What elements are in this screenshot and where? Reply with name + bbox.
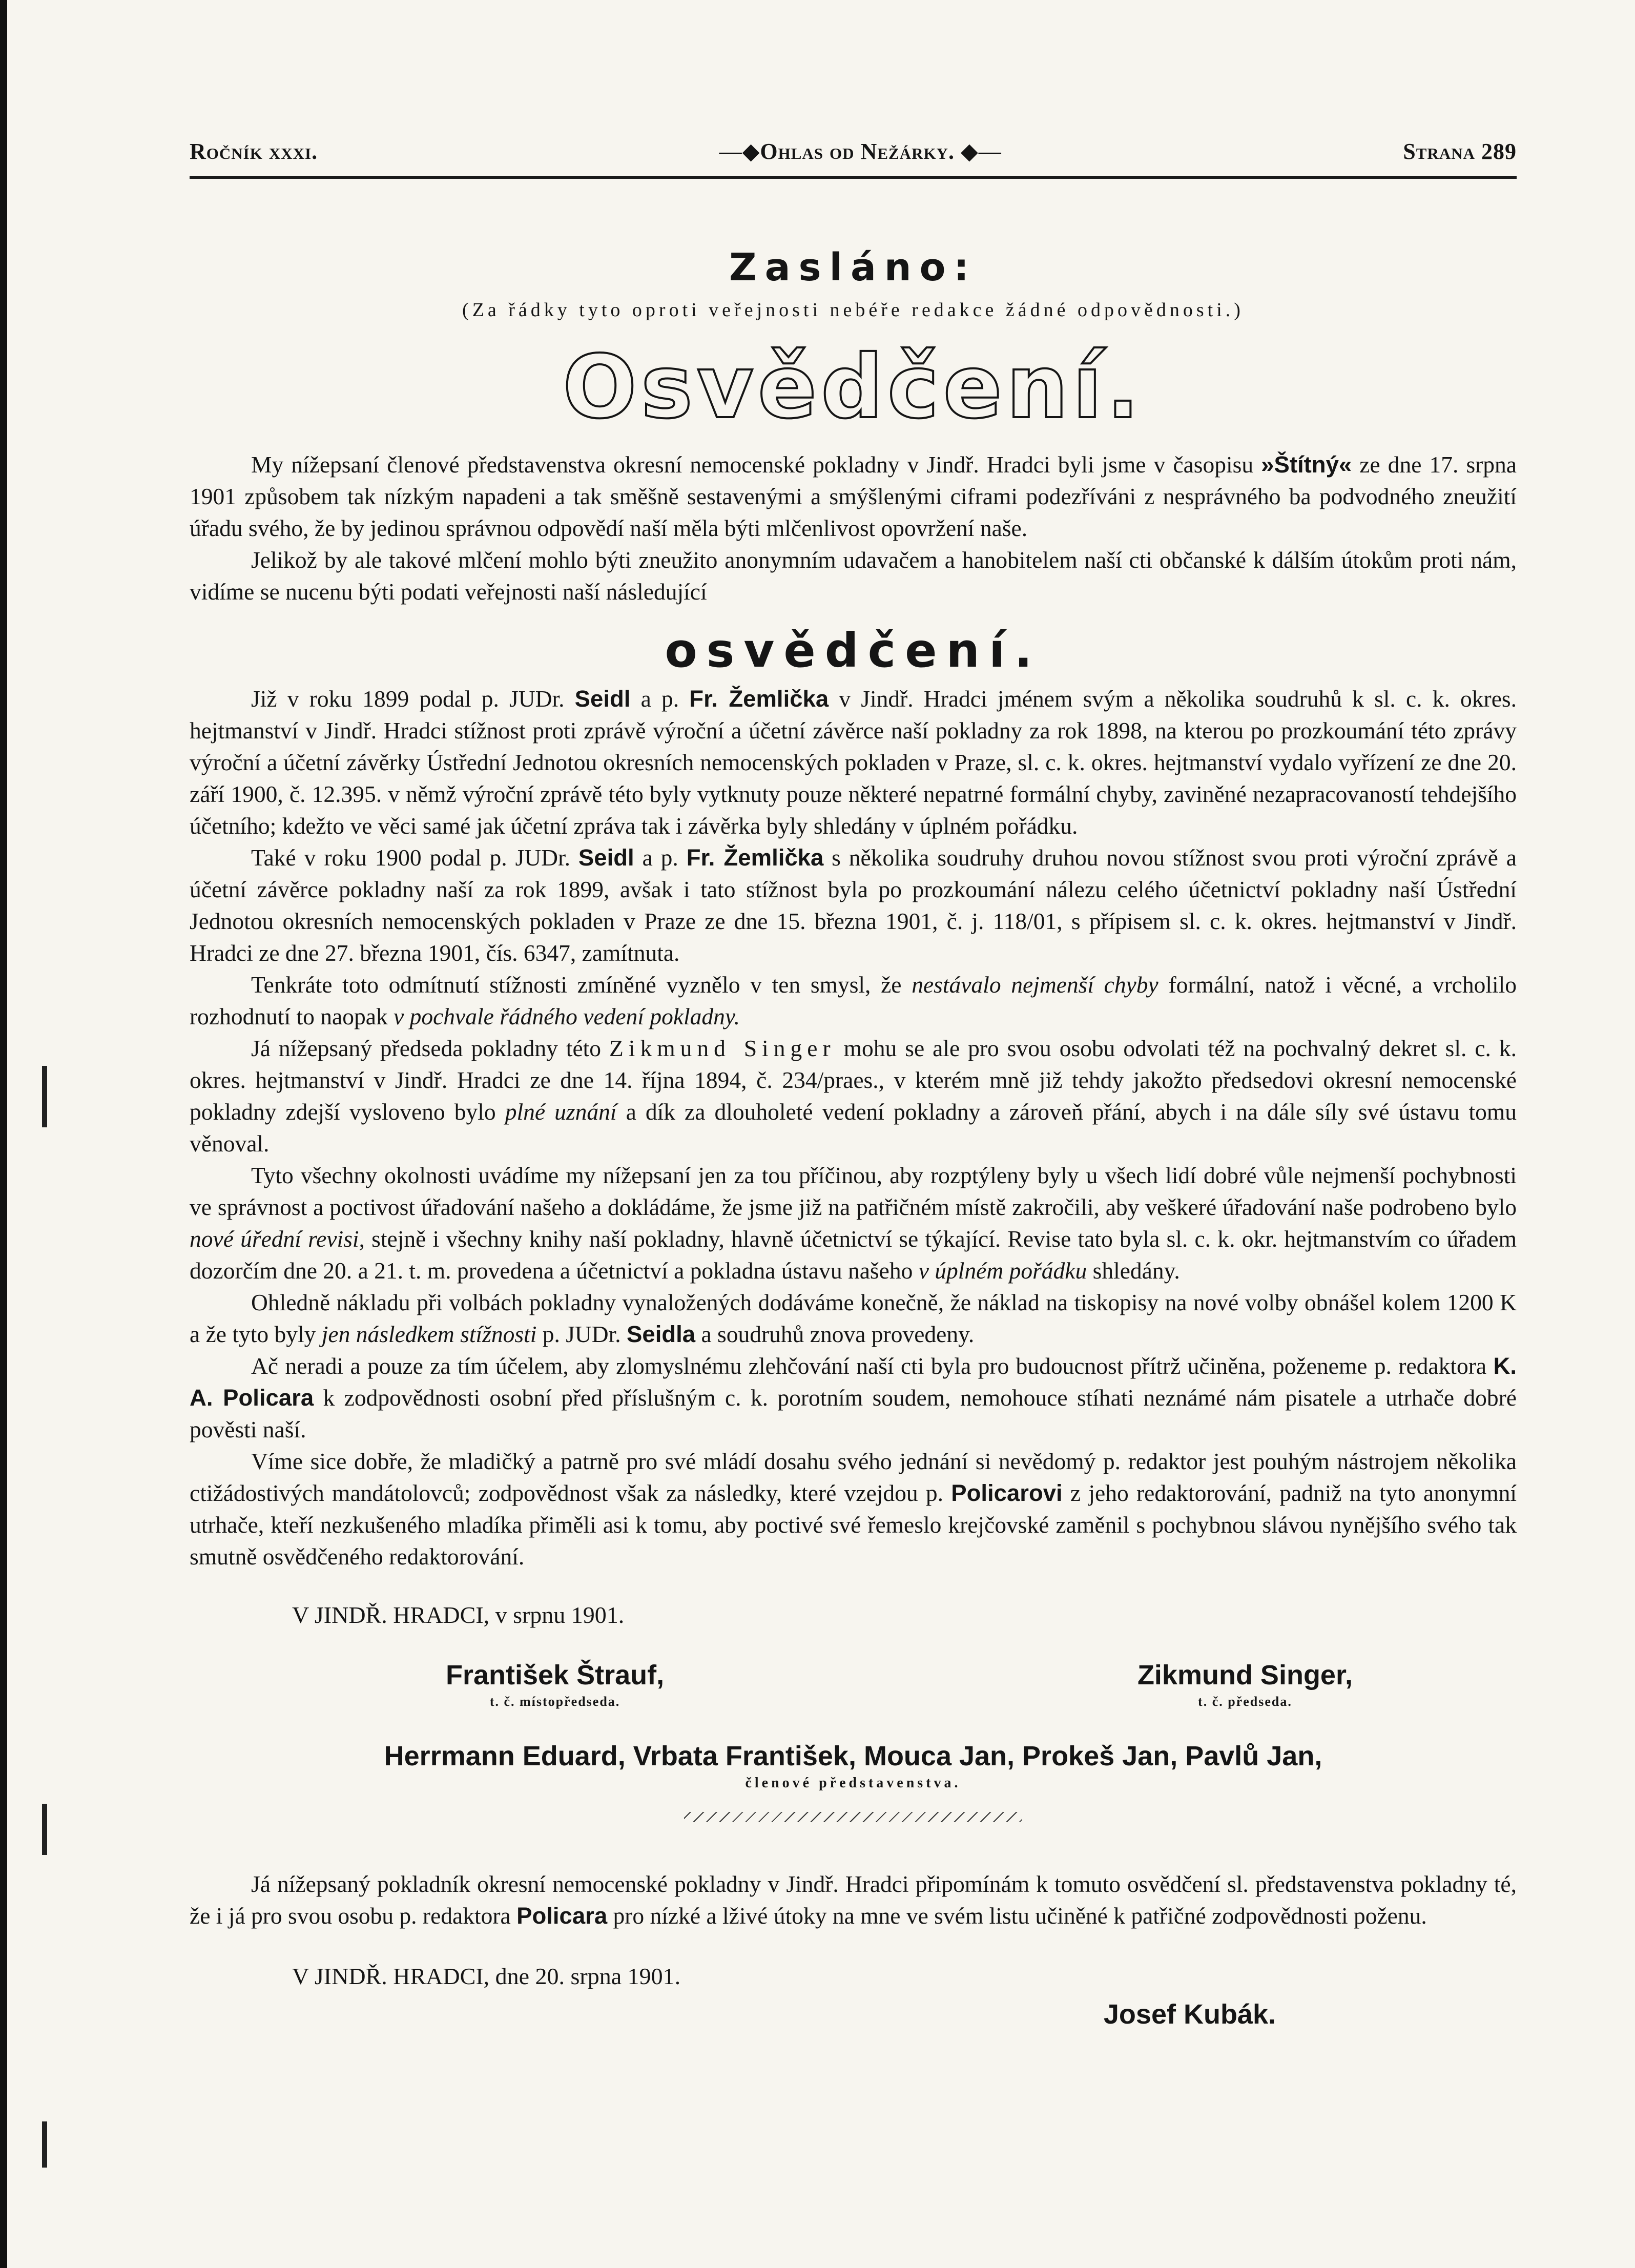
section-banner: Zasláno:: [729, 245, 978, 290]
place-date: V JINDŘ. HRADCI, v srpnu 1901.: [292, 1601, 625, 1628]
signer-role: t. č. předseda.: [1198, 1694, 1292, 1709]
margin-mark: [42, 1804, 47, 1855]
signature-row: [190, 1659, 1517, 1709]
margin-mark: [42, 1066, 47, 1127]
running-head: [190, 138, 1517, 179]
signature-chair: [1137, 1659, 1353, 1709]
page-number: Strana 289: [1403, 139, 1517, 164]
final-row: [190, 1963, 1517, 2030]
members-names: Herrmann Eduard, Vrbata František, Mouca Jan, Prokeš Jan, Pavlů Jan,: [384, 1740, 1322, 1771]
newspaper-name: —◆ Ohlas od Nežárky. ◆—: [719, 138, 1002, 164]
signer-name: František Štrauf,: [446, 1659, 665, 1690]
page-edge: [0, 0, 7, 2268]
paragraph: My nížepsaní členové představenstva okresní nemocenské pokladny v Jindř. Hradci byli jsme v časopisu »Štítný« ze dne 17. srpna 1901 způsobem tak nízkým napadeni a tak směšně sestavenými a smýšlenými ciframi podezříváni z nesprávného ba podvodného zneužití úřadu svého, že by jedinou správnou odpovědí naší měla býti mlčenlivost opovržení naše.: [190, 451, 1517, 541]
signer-role: t. č. místopředseda.: [489, 1694, 620, 1709]
signature-vice-chair: [446, 1659, 664, 1709]
paragraph: Já nížepsaný pokladník okresní nemocenské pokladny v Jindř. Hradci připomínám k tomuto osvědčení sl. představenstva pokladny té, že i já pro svou osobu p. redaktora Policara pro nízké a lživé útoky na mne ve svém listu učiněné k patřičné zodpovědnosti poženu.: [190, 1870, 1517, 1929]
article-body: [190, 683, 1517, 1573]
members-role: členové představenstva.: [745, 1775, 961, 1791]
paragraph: Já nížepsaný předseda pokladny této Zikmund Singer mohu se ale pro svou osobu odvolati též na pochvalný dekret sl. c. k. okres. hejtmanství v Jindř. Hradci ze dne 14. října 1894, č. 234/praes., v kterém mně již tehdy jakožto předsedovi okresní nemocenské pokladny zdejší vysloveno bylo plné uznání a dík za dlouholeté vedení pokladny a zároveň přání, abych i na dále síly své ústavu tomu věnoval.: [190, 1035, 1517, 1157]
place-date: V JINDŘ. HRADCI, dne 20. srpna 1901.: [292, 1963, 681, 1989]
signer-name: Zikmund Singer,: [1137, 1659, 1353, 1690]
wavy-divider: [684, 1812, 1022, 1822]
article-subtitle: osvědčení.: [665, 623, 1042, 678]
paragraph: Jelikož by ale takové mlčení mohlo býti zneužito anonymním udavačem a hanobitelem naší cti občanské k dálším útokům proti nám, vidíme se nucenu býti podati veřejnosti naší následující: [190, 546, 1517, 605]
treasurer-note: [190, 1868, 1517, 1932]
paragraph: Také v roku 1900 podal p. JUDr. Seidl a p. Fr. Žemlička s několika soudruhy druhou novou stížnost svou proti výroční zprávě a účetní závěrce pokladny naší za rok 1899, avšak i tato stížnost byla po prozkoumání nálezu celého účetnictví pokladny naší Ústřední Jednotou okresních nemocenských pokladen v Praze ze dne 15. března 1901, č. j. 118/01, s přípisem sl. c. k. okres. hejtmanství v Jindř. Hradci ze dne 27. března 1901, čís. 6347, zamítnuta.: [190, 844, 1517, 966]
paragraph: Ohledně nákladu při volbách pokladny vynaložených dodáváme konečně, že náklad na tiskopisy na nové volby obnášel kolem 1200 K a že tyto byly jen následkem stížnosti p. JUDr. Seidla a soudruhů znova provedeny.: [190, 1289, 1517, 1347]
volume-label: Ročník xxxi.: [190, 139, 318, 164]
paragraph: Tyto všechny okolnosti uvádíme my nížepsaní jen za tou příčinou, aby rozptýleny byly u všech lidí dobré vůle nejmenší pochybnosti ve správnost a poctivost úřadování našeho a dokládáme, že jsme již na patřičném místě zakročili, aby veškeré úřadování naše podrobeno bylo nové úřední revisi, stejně i všechny knihy naší pokladny, hlavně účetnictví se týkající. Revise tato byla sl. c. k. okr. hejtmanstvím co úřadem dozorčím dne 20. a 21. t. m. provedena a účetnictví a pokladna ústavu našeho v úplném pořádku shledány.: [190, 1162, 1517, 1284]
disclaimer: (Za řádky tyto oproti veřejnosti nebéře redakce žádné odpovědnosti.): [462, 299, 1244, 321]
treasurer-signature: Josef Kubák.: [1103, 1998, 1276, 2030]
paragraph: Již v roku 1899 podal p. JUDr. Seidl a p. Fr. Žemlička v Jindř. Hradci jménem svým a několika soudruhů k sl. c. k. okres. hejtmanství v Jindř. Hradci stížnost proti zprávě výroční a účetní závěrce naší pokladny za rok 1898, na kterou po prozkoumání této zprávy výroční a účetní závěrky Ústřední Jednotou okresních nemocenských pokladen v Praze, sl. c. k. okres. hejtmanství vydalo vyřízení ze dne 20. září 1900, č. 12.395. v němž výroční zprávě této byly vytknuty pouze některé nepatrné formální chyby, zaviněné nezapracovaností tehdejšího účetního; kdežto ve věci samé jak účetní zpráva tak i závěrka byly shledány v úplném pořádku.: [190, 685, 1517, 839]
board-members: [190, 1740, 1517, 1791]
paragraph: Ač neradi a pouze za tím účelem, aby zlomyslnému zlehčování naší cti byla pro budoucnost přítrž učiněna, poženeme p. redaktora K. A. Policara k zodpovědnosti osobní před příslušným c. k. porotním soudem, nemohouce stíhati neznámé nám pisatele a utrhače dobré pověsti naší.: [190, 1352, 1517, 1442]
newspaper-page: [190, 138, 1517, 2030]
article-intro: [190, 449, 1517, 608]
paragraph: Tenkráte toto odmítnutí stížnosti zmíněné vyznělo v ten smysl, že nestávalo nejmenší chyby formální, natož i věcné, a vrcholilo rozhodnutí to naopak v pochvale řádného vedení pokladny.: [190, 971, 1517, 1029]
margin-mark: [42, 2121, 47, 2168]
article-title: Osvědčení.: [563, 337, 1144, 438]
paragraph: Víme sice dobře, že mladičký a patrně pro své mládí dosahu svého jednání si nevědomý p. redaktor jest pouhým nástrojem několika ctižádostivých mandátolovců; zodpovědnost však za následky, které vzejdou p. Policarovi z jeho redaktorování, padniž na tyto anonymní utrhače, kteří nezkušeného mladíka přiměli asi k tomu, aby poctivé své řemeslo krejčovské zaměnil s pochybnou slávou nynějšího svého tak smutně osvědčeného redaktorování.: [190, 1448, 1517, 1570]
